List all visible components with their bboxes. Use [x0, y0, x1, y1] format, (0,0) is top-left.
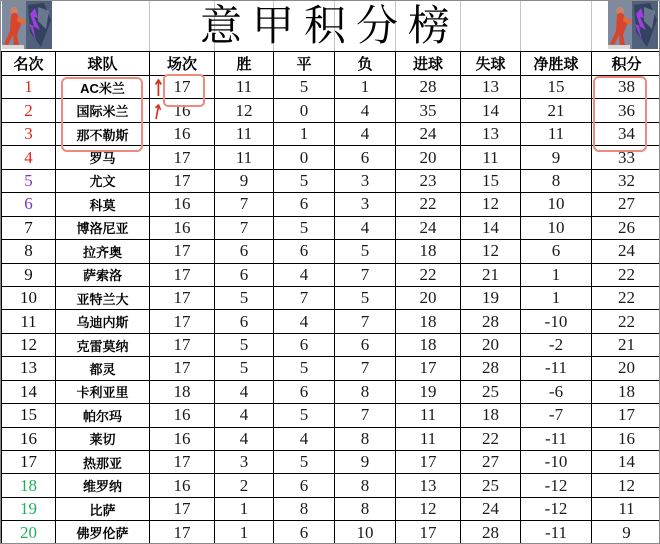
cell-pts: 22 [592, 286, 660, 309]
cell-draw: 6 [274, 333, 335, 356]
cell-pts: 20 [592, 357, 660, 380]
cell-played: 16 [150, 122, 215, 145]
cell-gf: 17 [396, 451, 461, 474]
cell-rank: 18 [2, 474, 56, 497]
cell-gf: 18 [396, 240, 461, 263]
cell-gd: -12 [521, 497, 592, 520]
cell-gd: -7 [521, 404, 592, 427]
cell-played: 16 [150, 216, 215, 239]
cell-gd: 10 [521, 216, 592, 239]
cell-loss: 3 [335, 169, 396, 192]
cell-win: 1 [215, 521, 274, 544]
cell-pts: 16 [592, 427, 660, 450]
cell-team: 国际米兰 [56, 99, 150, 122]
cell-draw: 6 [274, 193, 335, 216]
cell-ga: 28 [461, 357, 521, 380]
cell-loss: 7 [335, 404, 396, 427]
cell-team: 热那亚 [56, 451, 150, 474]
column-header-ga: 失球 [461, 52, 521, 76]
cell-gf: 19 [396, 380, 461, 403]
cell-win: 7 [215, 216, 274, 239]
cell-ga: 14 [461, 99, 521, 122]
cell-played: 17 [150, 521, 215, 544]
cell-pts: 34 [592, 122, 660, 145]
cell-ga: 18 [461, 404, 521, 427]
cell-team: 比萨 [56, 497, 150, 520]
cell-gd: 9 [521, 146, 592, 169]
cell-rank: 12 [2, 333, 56, 356]
cell-win: 7 [215, 193, 274, 216]
cell-pts: 22 [592, 263, 660, 286]
cell-draw: 0 [274, 146, 335, 169]
cell-ga: 12 [461, 240, 521, 263]
cell-ga: 21 [461, 263, 521, 286]
cell-rank: 2 [2, 99, 56, 122]
cell-loss: 6 [335, 146, 396, 169]
cell-played: 17 [150, 169, 215, 192]
cell-loss: 10 [335, 521, 396, 544]
cell-played: 17 [150, 76, 215, 99]
cell-rank: 15 [2, 404, 56, 427]
table-row [2, 333, 660, 356]
cell-pts: 24 [592, 240, 660, 263]
cell-pts: 14 [592, 451, 660, 474]
table-row [2, 404, 660, 427]
cell-draw: 5 [274, 357, 335, 380]
cell-team: 克雷莫纳 [56, 333, 150, 356]
up-arrow-annotation-row1: ↑ [152, 74, 165, 102]
cell-played: 17 [150, 240, 215, 263]
cell-rank: 20 [2, 521, 56, 544]
cell-loss: 3 [335, 193, 396, 216]
cell-team: 佛罗伦萨 [56, 521, 150, 544]
cell-draw: 6 [274, 521, 335, 544]
column-header-win: 胜 [215, 52, 274, 76]
cell-rank: 1 [2, 76, 56, 99]
table-row [2, 357, 660, 380]
cell-rank: 6 [2, 193, 56, 216]
cell-win: 1 [215, 497, 274, 520]
cell-rank: 16 [2, 427, 56, 450]
cell-gd: 11 [521, 122, 592, 145]
cell-pts: 33 [592, 146, 660, 169]
table-row [2, 193, 660, 216]
cell-played: 17 [150, 263, 215, 286]
cell-gd: -11 [521, 427, 592, 450]
cell-gd: 1 [521, 263, 592, 286]
cell-loss: 7 [335, 263, 396, 286]
cell-gf: 28 [396, 76, 461, 99]
cell-gd: 1 [521, 286, 592, 309]
cell-draw: 5 [274, 169, 335, 192]
cell-gf: 22 [396, 263, 461, 286]
cell-draw: 8 [274, 497, 335, 520]
cell-loss: 4 [335, 99, 396, 122]
cell-gf: 24 [396, 122, 461, 145]
cell-loss: 8 [335, 427, 396, 450]
table-row [2, 380, 660, 403]
cell-loss: 4 [335, 216, 396, 239]
cell-loss: 8 [335, 380, 396, 403]
cell-draw: 5 [274, 451, 335, 474]
cell-gf: 17 [396, 357, 461, 380]
cell-gf: 22 [396, 193, 461, 216]
cell-gf: 18 [396, 333, 461, 356]
cell-draw: 7 [274, 286, 335, 309]
table-row [2, 263, 660, 286]
cell-draw: 5 [274, 216, 335, 239]
cell-rank: 11 [2, 310, 56, 333]
cell-gd: 8 [521, 169, 592, 192]
cell-pts: 26 [592, 216, 660, 239]
cell-loss: 1 [335, 76, 396, 99]
cell-draw: 6 [274, 474, 335, 497]
cell-played: 17 [150, 333, 215, 356]
cell-played: 16 [150, 404, 215, 427]
cell-draw: 4 [274, 427, 335, 450]
cell-gd: 15 [521, 76, 592, 99]
cell-rank: 17 [2, 451, 56, 474]
cell-team: 尤文 [56, 169, 150, 192]
cell-team: 帕尔玛 [56, 404, 150, 427]
cell-gd: -12 [521, 474, 592, 497]
cell-ga: 11 [461, 146, 521, 169]
cell-ga: 20 [461, 333, 521, 356]
cell-gd: -6 [521, 380, 592, 403]
column-header-rank: 名次 [2, 52, 56, 76]
cell-pts: 21 [592, 333, 660, 356]
cell-pts: 38 [592, 76, 660, 99]
cell-gf: 20 [396, 146, 461, 169]
cell-draw: 1 [274, 122, 335, 145]
cell-rank: 4 [2, 146, 56, 169]
cell-gd: -11 [521, 521, 592, 544]
cell-played: 16 [150, 427, 215, 450]
cell-gd: -11 [521, 357, 592, 380]
cell-loss: 8 [335, 474, 396, 497]
column-header-gd: 净胜球 [521, 52, 592, 76]
cell-team: 莱切 [56, 427, 150, 450]
cell-draw: 6 [274, 380, 335, 403]
cell-played: 16 [150, 193, 215, 216]
cell-loss: 4 [335, 122, 396, 145]
cell-played: 18 [150, 380, 215, 403]
cell-win: 11 [215, 146, 274, 169]
table-row [2, 521, 660, 544]
cell-gf: 35 [396, 99, 461, 122]
cell-team: 萨索洛 [56, 263, 150, 286]
cell-draw: 4 [274, 263, 335, 286]
cell-ga: 19 [461, 286, 521, 309]
cell-pts: 22 [592, 310, 660, 333]
cell-ga: 14 [461, 216, 521, 239]
table-row [2, 451, 660, 474]
column-header-loss: 负 [335, 52, 396, 76]
cell-team: 维罗纳 [56, 474, 150, 497]
cell-pts: 12 [592, 474, 660, 497]
cell-gd: 10 [521, 193, 592, 216]
cell-played: 16 [150, 99, 215, 122]
cell-win: 6 [215, 263, 274, 286]
cell-loss: 5 [335, 240, 396, 263]
cell-gf: 24 [396, 216, 461, 239]
cell-loss: 7 [335, 310, 396, 333]
cell-win: 3 [215, 451, 274, 474]
page-title: 意甲积分榜 [199, 4, 460, 50]
cell-win: 6 [215, 310, 274, 333]
cell-draw: 6 [274, 240, 335, 263]
cell-win: 12 [215, 99, 274, 122]
cell-win: 4 [215, 380, 274, 403]
cell-win: 5 [215, 286, 274, 309]
column-header-draw: 平 [274, 52, 335, 76]
cell-win: 5 [215, 357, 274, 380]
cell-ga: 25 [461, 380, 521, 403]
cell-ga: 13 [461, 76, 521, 99]
cell-win: 11 [215, 76, 274, 99]
cell-pts: 11 [592, 497, 660, 520]
table-header-row [2, 52, 660, 76]
table-row [2, 122, 660, 145]
cell-team: AC米兰 [56, 76, 150, 99]
up-arrow-annotation-row2: ↑ [149, 97, 166, 127]
cell-played: 17 [150, 286, 215, 309]
cell-loss: 8 [335, 497, 396, 520]
table-row [2, 169, 660, 192]
table-row [2, 286, 660, 309]
cell-win: 9 [215, 169, 274, 192]
cell-gf: 18 [396, 310, 461, 333]
cell-gd: -10 [521, 451, 592, 474]
table-row [2, 216, 660, 239]
cell-gd: 6 [521, 240, 592, 263]
table-row [2, 146, 660, 169]
cell-team: 博洛尼亚 [56, 216, 150, 239]
cell-played: 17 [150, 357, 215, 380]
cell-win: 5 [215, 333, 274, 356]
cell-ga: 22 [461, 427, 521, 450]
cell-loss: 7 [335, 357, 396, 380]
table-row [2, 310, 660, 333]
cell-ga: 12 [461, 193, 521, 216]
cell-rank: 10 [2, 286, 56, 309]
cell-team: 罗马 [56, 146, 150, 169]
cell-win: 6 [215, 240, 274, 263]
cell-played: 16 [150, 474, 215, 497]
cell-win: 4 [215, 404, 274, 427]
cell-gf: 13 [396, 474, 461, 497]
title-band [1, 1, 659, 51]
table-row [2, 497, 660, 520]
cell-draw: 4 [274, 310, 335, 333]
cell-loss: 5 [335, 286, 396, 309]
cell-gf: 20 [396, 286, 461, 309]
cell-played: 17 [150, 451, 215, 474]
cell-team: 卡利亚里 [56, 380, 150, 403]
cell-gd: 21 [521, 99, 592, 122]
cell-win: 4 [215, 427, 274, 450]
cell-ga: 25 [461, 474, 521, 497]
cell-ga: 28 [461, 310, 521, 333]
cell-rank: 19 [2, 497, 56, 520]
sports-artwork-left-image [2, 1, 52, 49]
cell-pts: 18 [592, 380, 660, 403]
cell-gf: 12 [396, 497, 461, 520]
table-row [2, 427, 660, 450]
cell-gf: 11 [396, 404, 461, 427]
column-header-team: 球队 [56, 52, 150, 76]
standings-table [1, 51, 660, 544]
cell-win: 11 [215, 122, 274, 145]
sports-artwork-right-image [608, 1, 658, 49]
cell-ga: 13 [461, 122, 521, 145]
cell-pts: 9 [592, 521, 660, 544]
cell-ga: 27 [461, 451, 521, 474]
cell-gf: 11 [396, 427, 461, 450]
cell-played: 17 [150, 310, 215, 333]
cell-draw: 5 [274, 76, 335, 99]
table-row [2, 76, 660, 99]
cell-gf: 17 [396, 521, 461, 544]
column-header-played: 场次 [150, 52, 215, 76]
cell-draw: 0 [274, 99, 335, 122]
table-row [2, 474, 660, 497]
cell-played: 17 [150, 497, 215, 520]
cell-team: 都灵 [56, 357, 150, 380]
cell-pts: 36 [592, 99, 660, 122]
cell-played: 17 [150, 146, 215, 169]
column-header-gf: 进球 [396, 52, 461, 76]
cell-rank: 7 [2, 216, 56, 239]
cell-ga: 24 [461, 497, 521, 520]
cell-draw: 5 [274, 404, 335, 427]
cell-gf: 23 [396, 169, 461, 192]
cell-loss: 9 [335, 451, 396, 474]
cell-team: 亚特兰大 [56, 286, 150, 309]
table-row [2, 99, 660, 122]
cell-gd: -2 [521, 333, 592, 356]
cell-rank: 9 [2, 263, 56, 286]
cell-win: 2 [215, 474, 274, 497]
cell-team: 那不勒斯 [56, 122, 150, 145]
cell-pts: 17 [592, 404, 660, 427]
column-header-pts: 积分 [592, 52, 660, 76]
table-row [2, 240, 660, 263]
cell-pts: 32 [592, 169, 660, 192]
cell-ga: 15 [461, 169, 521, 192]
cell-ga: 28 [461, 521, 521, 544]
cell-team: 科莫 [56, 193, 150, 216]
cell-rank: 14 [2, 380, 56, 403]
cell-pts: 27 [592, 193, 660, 216]
cell-rank: 13 [2, 357, 56, 380]
cell-rank: 8 [2, 240, 56, 263]
cell-rank: 3 [2, 122, 56, 145]
cell-gd: -10 [521, 310, 592, 333]
cell-loss: 6 [335, 333, 396, 356]
cell-team: 乌迪内斯 [56, 310, 150, 333]
cell-team: 拉齐奥 [56, 240, 150, 263]
cell-rank: 5 [2, 169, 56, 192]
